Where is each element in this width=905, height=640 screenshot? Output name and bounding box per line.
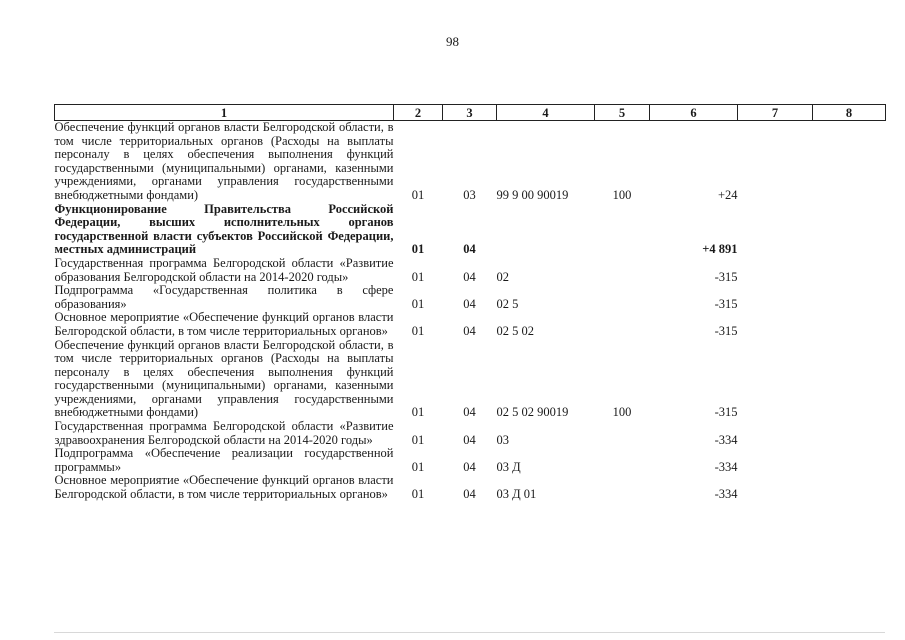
row-col-7 [738,121,813,203]
row-target-code: 99 9 00 90019 [496,187,569,202]
table-body [55,121,886,502]
row-target-code: 02 5 [496,296,519,311]
row-section: 01 [411,323,425,338]
row-section: 01 [411,459,425,474]
row-section: 01 [411,405,425,420]
row-amount: +4 891 [702,242,738,257]
header-col-7: 7 [738,105,813,121]
page-number: 98 [446,34,459,49]
row-expense-type: 100 [612,405,632,420]
row-section: 01 [411,187,425,202]
row-subsection: 04 [463,269,476,284]
row-target-code: 02 5 02 [496,323,534,338]
row-expense-type [595,203,650,257]
row-subsection: 04 [463,242,476,257]
header-col-5: 5 [595,105,650,121]
row-section: 01 [411,242,425,257]
row-col-7 [738,203,813,257]
row-description: Подпрограмма «Государственная политика в сфере образования» [54,283,394,311]
table-row [55,121,886,203]
row-col-8 [813,203,886,257]
header-col-4: 4 [497,105,595,121]
header-col-3: 3 [443,105,497,121]
row-col-8 [813,420,886,447]
row-subsection: 03 [463,187,476,202]
table-row [55,474,886,501]
row-col-7 [738,311,813,338]
header-col-6: 6 [650,105,738,121]
row-col-7 [738,447,813,474]
table-row [55,339,886,421]
row-col-8 [813,284,886,311]
row-subsection: 04 [463,405,476,420]
footer-rule [54,632,885,633]
header-col-2: 2 [394,105,443,121]
row-amount: -315 [714,405,738,420]
row-col-7 [738,420,813,447]
row-section: 01 [411,487,425,502]
budget-table [54,104,886,502]
row-target-code: 02 5 02 90019 [496,405,569,420]
row-amount: -334 [714,487,738,502]
row-col-8 [813,474,886,501]
row-col-8 [813,311,886,338]
row-target-code [497,203,595,257]
row-amount: -315 [714,323,738,338]
row-amount: +24 [717,187,738,202]
row-description: Подпрограмма «Обеспечение реализации государственной программы» [54,446,394,474]
row-subsection: 04 [463,323,476,338]
row-subsection: 04 [463,432,476,447]
row-subsection: 04 [463,459,476,474]
table-row [55,284,886,311]
table-row [55,447,886,474]
row-description: Основное мероприятие «Обеспечение функций органов власти Белгородской области, в том числе территориальных органов» [54,473,394,502]
row-expense-type [595,474,650,501]
row-section: 01 [411,269,425,284]
row-expense-type [595,257,650,284]
row-expense-type [595,284,650,311]
row-amount: -315 [714,269,738,284]
row-col-7 [738,339,813,421]
header-col-1: 1 [55,105,394,121]
row-col-8 [813,447,886,474]
row-subsection: 04 [463,296,476,311]
row-description: Государственная программа Белгородской области «Развитие здравоохранения Белгородской области на 2014-2020 годы» [54,419,394,447]
row-expense-type [595,447,650,474]
header-row [55,105,886,121]
row-expense-type [595,420,650,447]
row-expense-type [595,311,650,338]
table-row [55,420,886,447]
row-description: Обеспечение функций органов власти Белгородской области, в том числе территориальных органов (Расходы на выплаты персоналу в целях обеспечения выполнения функций государственными (муниципальными) органами, казенными учреждениями, органами управления государственными внебюджетными фондами) [54,337,394,420]
row-description: Государственная программа Белгородской области «Развитие образования Белгородской области на 2014-2020 годы» [54,255,394,284]
row-amount: -334 [714,459,738,474]
row-description: Обеспечение функций органов власти Белгородской области, в том числе территориальных органов (Расходы на выплаты персоналу в целях обеспечения выполнения функций государственными (муниципальными) органами, казенными учреждениями, органами управления государственными внебюджетными фондами) [54,120,394,202]
row-target-code: 03 Д 01 [496,487,537,502]
row-col-8 [813,121,886,203]
row-col-8 [813,257,886,284]
row-section: 01 [411,432,425,447]
row-target-code: 02 [496,269,509,284]
row-section: 01 [411,296,425,311]
table-row [55,203,886,257]
row-description: Основное мероприятие «Обеспечение функций органов власти Белгородской области, в том числе территориальных органов» [54,310,394,338]
row-col-8 [813,339,886,421]
row-description: Функционирование Правительства Российской Федерации, высших исполнительных органов государственной власти субъектов Российской Федерации, местных администраций [54,201,394,257]
table-row [55,311,886,338]
row-expense-type: 100 [612,187,632,202]
row-col-7 [738,257,813,284]
table-row [55,257,886,284]
row-amount: -334 [714,432,738,447]
row-target-code: 03 Д [496,459,521,474]
row-amount: -315 [714,296,738,311]
row-subsection: 04 [463,487,476,502]
row-col-7 [738,284,813,311]
row-col-7 [738,474,813,501]
header-col-8: 8 [813,105,886,121]
row-target-code: 03 [496,432,509,447]
